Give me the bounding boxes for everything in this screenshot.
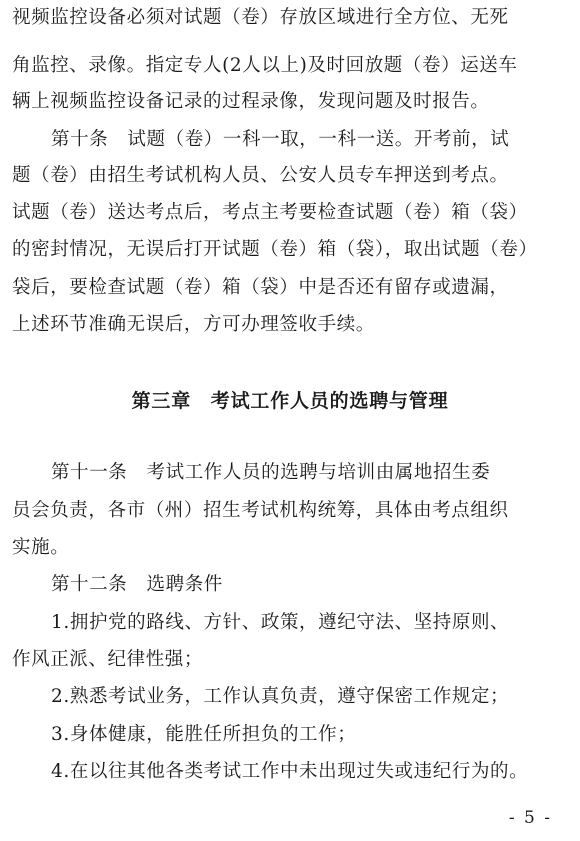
paragraph-line: 试题（卷）送达考点后，考点主考要检查试题（卷）箱（袋）	[12, 202, 528, 223]
paragraph-line: 袋后，要检查试题（卷）箱（袋）中是否还有留存或遗漏，	[12, 277, 509, 298]
article-10-line: 第十条 试题（卷）一科一取，一科一送。开考前，试	[51, 129, 510, 150]
paragraph-line: 实施。	[12, 537, 70, 558]
paragraph-line: 题（卷）由招生考试机构人员、公安人员专车押送到考点。	[12, 165, 509, 186]
paragraph-line: 员会负责，各市（州）招生考试机构统筹，具体由考点组织	[12, 500, 509, 521]
page-number: - 5 -	[508, 808, 552, 828]
chapter-heading: 第三章 考试工作人员的选聘与管理	[131, 390, 449, 412]
paragraph-line: 上述环节准确无误后，方可办理签收手续。	[12, 314, 375, 335]
paragraph-line: 作风正派、纪律性强；	[12, 649, 204, 670]
list-item: 3.身体健康，能胜任所担负的工作；	[51, 724, 357, 745]
paragraph-line: 角监控、录像。指定专人(2人以上)及时回放题（卷）运送车	[12, 55, 518, 76]
list-item: 1.拥护党的路线、方针、政策，遵纪守法、坚持原则、	[51, 612, 510, 633]
article-11-line: 第十一条 考试工作人员的选聘与培训由属地招生委	[51, 462, 491, 483]
list-item: 2.熟悉考试业务，工作认真负责，遵守保密工作规定；	[51, 686, 510, 707]
paragraph-line: 的密封情况，无误后打开试题（卷）箱（袋），取出试题（卷）	[12, 239, 538, 260]
paragraph-line: 辆上视频监控设备记录的过程录像，发现问题及时报告。	[12, 91, 490, 112]
list-item: 4.在以往其他各类考试工作中未出现过失或违纪行为的。	[51, 761, 529, 782]
article-12-line: 第十二条 选聘条件	[51, 574, 223, 595]
paragraph-line: 视频监控设备必须对试题（卷）存放区域进行全方位、无死	[12, 7, 509, 28]
